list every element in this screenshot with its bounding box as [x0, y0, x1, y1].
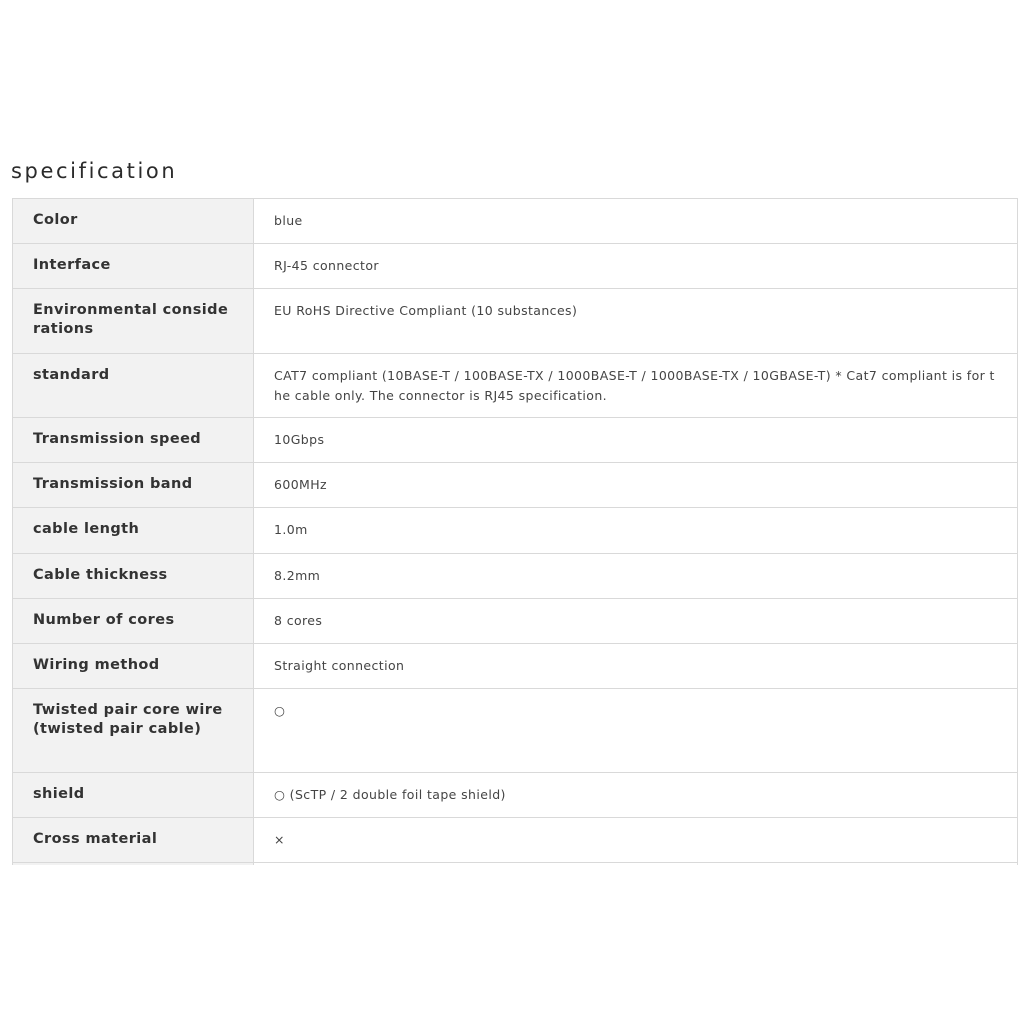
- row-label: Transmission speed: [13, 417, 254, 462]
- row-label: Environmental considerations: [13, 289, 254, 353]
- row-value: blue: [254, 199, 1018, 244]
- table-row: [13, 772, 1018, 817]
- table-row-cutoff: [13, 862, 1018, 865]
- row-value: 600MHz: [254, 463, 1018, 508]
- table-row: [13, 598, 1018, 643]
- row-value: ○: [254, 689, 1018, 772]
- row-value: 1.0m: [254, 508, 1018, 553]
- row-value: CAT7 compliant (10BASE-T / 100BASE-TX / 1000BASE-T / 1000BASE-TX / 10GBASE-T) * Cat7 compliant is for the cable only. The connector is RJ45 specification.: [254, 353, 1018, 417]
- row-label: Transmission band: [13, 463, 254, 508]
- row-value: EU RoHS Directive Compliant (10 substances): [254, 289, 1018, 353]
- table-row: [13, 417, 1018, 462]
- row-label: Cross material: [13, 817, 254, 862]
- section-heading: specification: [11, 159, 178, 183]
- table-row: [13, 817, 1018, 862]
- row-label: Number of cores: [13, 598, 254, 643]
- table-row: [13, 463, 1018, 508]
- row-label: Color: [13, 199, 254, 244]
- row-label: Wiring method: [13, 643, 254, 688]
- row-value: RJ-45 connector: [254, 244, 1018, 289]
- table-row: [13, 553, 1018, 598]
- row-value: ×: [254, 817, 1018, 862]
- table-row: [13, 289, 1018, 353]
- table-row: [13, 508, 1018, 553]
- table-row: [13, 199, 1018, 244]
- row-value: 8.2mm: [254, 553, 1018, 598]
- row-label: cable length: [13, 508, 254, 553]
- row-label: shield: [13, 772, 254, 817]
- row-value: 10Gbps: [254, 417, 1018, 462]
- table-row: [13, 244, 1018, 289]
- row-label: Interface: [13, 244, 254, 289]
- row-label-cutoff: [13, 862, 254, 865]
- row-value: 8 cores: [254, 598, 1018, 643]
- table-row: [13, 643, 1018, 688]
- row-label: standard: [13, 353, 254, 417]
- row-value: Straight connection: [254, 643, 1018, 688]
- table-row: [13, 689, 1018, 772]
- spec-table: [12, 198, 1018, 865]
- row-value-cutoff: [254, 862, 1018, 865]
- row-label: Cable thickness: [13, 553, 254, 598]
- row-value: ○ (ScTP / 2 double foil tape shield): [254, 772, 1018, 817]
- table-row: [13, 353, 1018, 417]
- row-label: Twisted pair core wire (twisted pair cable): [13, 689, 254, 772]
